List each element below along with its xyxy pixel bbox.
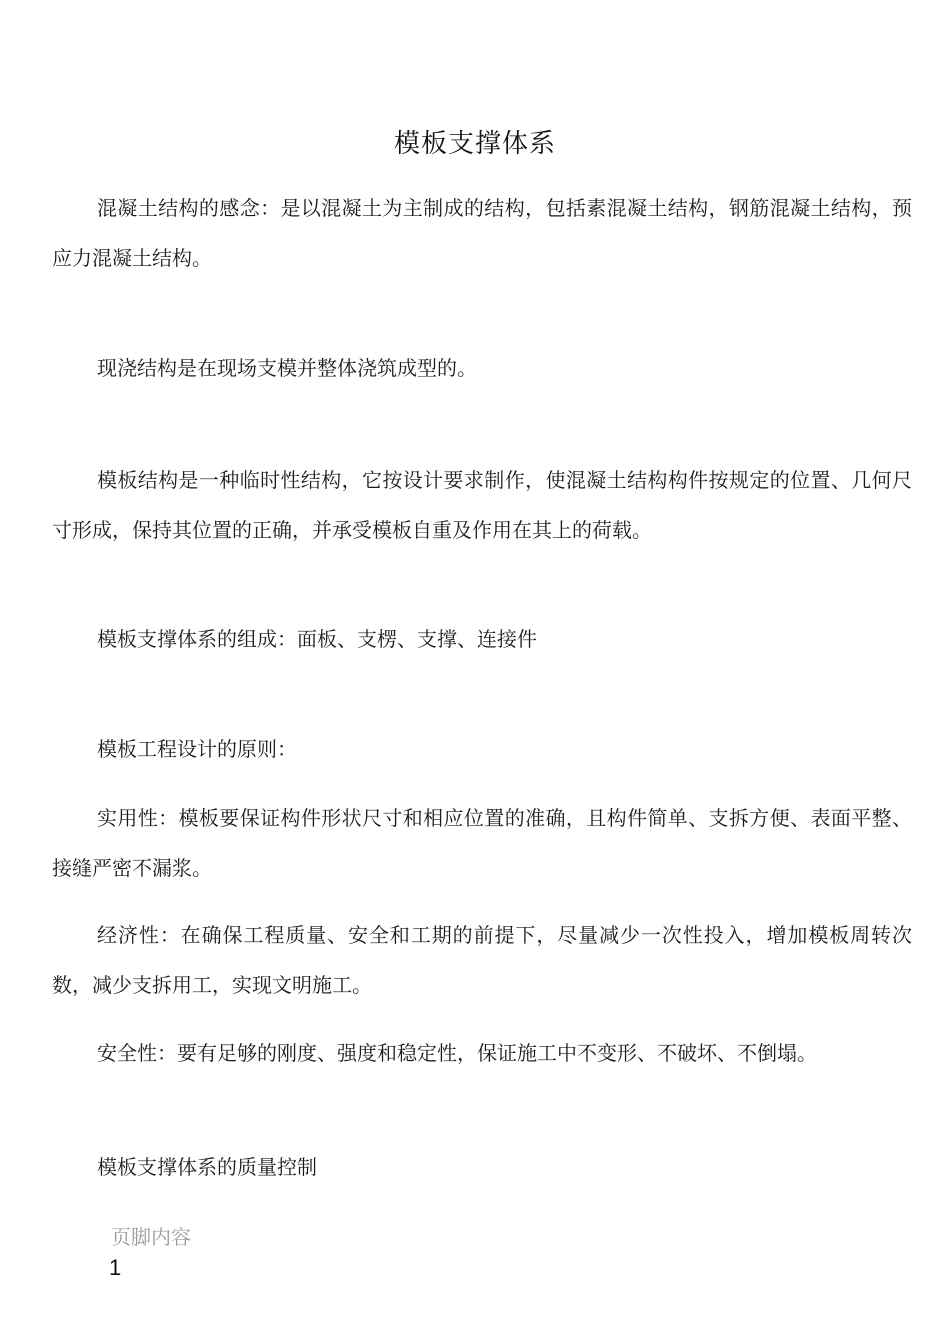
paragraph-safety: 安全性：要有足够的刚度、强度和稳定性，保证施工中不变形、不破坏、不倒塌。 <box>97 1041 817 1065</box>
paragraph-formwork-composition: 模板支撑体系的组成：面板、支楞、支撑、连接件 <box>97 627 537 651</box>
page-number: 1 <box>109 1255 122 1280</box>
page-title: 模板支撑体系 <box>393 129 556 159</box>
paragraph-cast-in-place-structure: 现浇结构是在现场支模并整体浇筑成型的。 <box>97 356 477 380</box>
paragraph-quality-control-heading: 模板支撑体系的质量控制 <box>97 1155 317 1179</box>
paragraph-concrete-structure-definition: 混凝土结构的感念：是以混凝土为主制成的结构，包括素混凝土结构，钢筋混凝土结构，预应力混凝土结构。 <box>52 196 912 270</box>
footer-label: 页脚内容 <box>111 1225 191 1249</box>
paragraph-formwork-structure: 模板结构是一种临时性结构，它按设计要求制作，使混凝土结构构件按规定的位置、几何尺寸形成，保持其位置的正确，并承受模板自重及作用在其上的荷载。 <box>52 468 912 542</box>
paragraph-practicality: 实用性：模板要保证构件形状尺寸和相应位置的准确，且构件简单、支拆方便、表面平整、接缝严密不漏浆。 <box>52 806 912 880</box>
paragraph-economy: 经济性：在确保工程质量、安全和工期的前提下，尽量减少一次性投入，增加模板周转次数，减少支拆用工，实现文明施工。 <box>52 923 912 997</box>
paragraph-design-principles-heading: 模板工程设计的原则： <box>97 737 297 761</box>
